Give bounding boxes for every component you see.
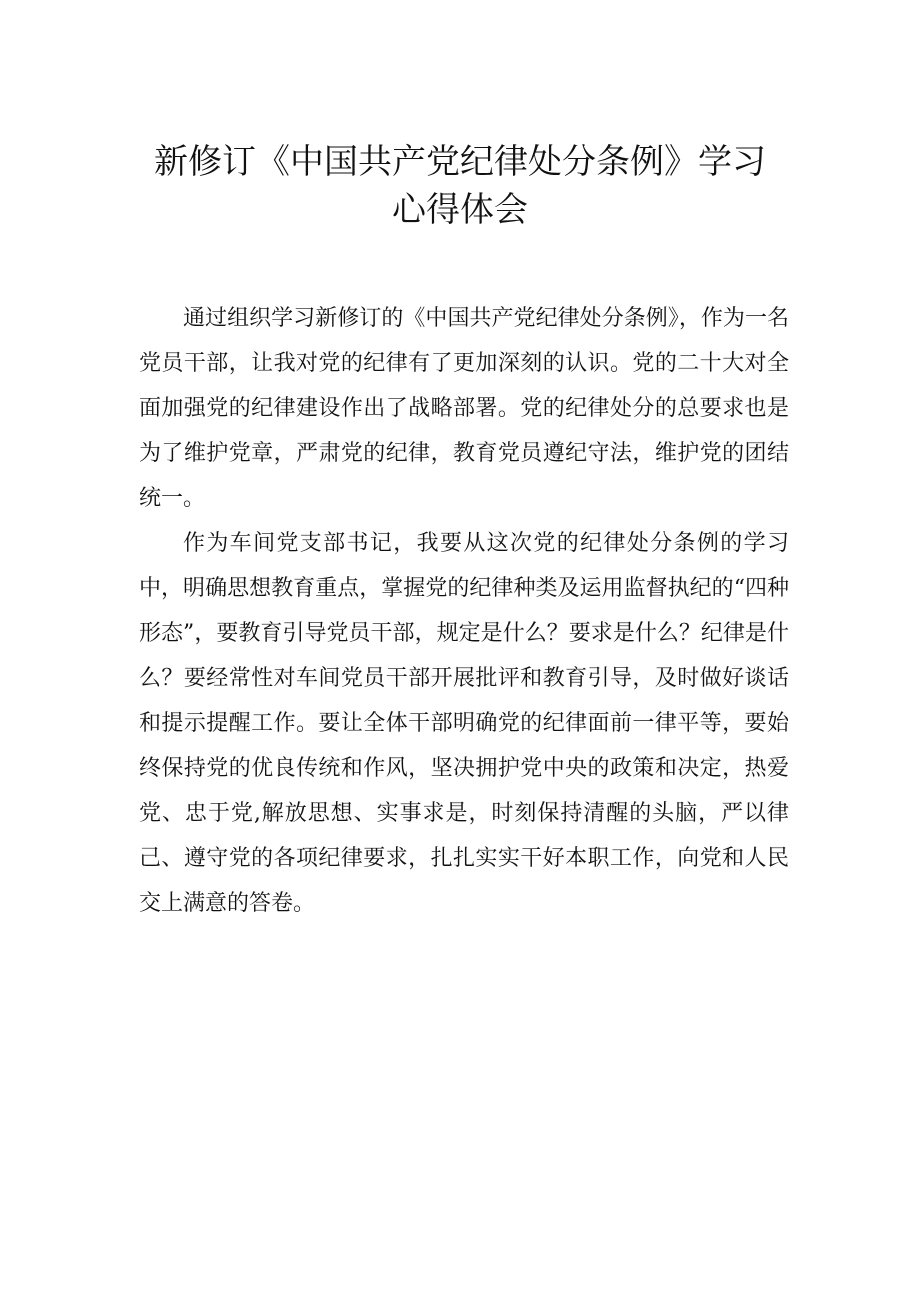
document-body <box>139 296 789 926</box>
paragraph-2: 作为车间党支部书记，我要从这次党的纪律处分条例的学习中，明确思想教育重点，掌握党的纪律种类及运用监督执纪的“四种形态”，要教育引导党员干部，规定是什么？要求是什么？纪律是什么？要经常性对车间党员干部开展批评和教育引导，及时做好谈话和提示提醒工作。要让全体干部明确党的纪律面前一律平等，要始终保持党的优良传统和作风，坚决拥护党中央的政策和决定，热爱党、忠于党,解放思想、实事求是，时刻保持清醒的头脑，严以律己、遵守党的各项纪律要求，扎扎实实干好本职工作，向党和人民交上满意的答卷。 <box>139 531 789 916</box>
title-line-2: 心得体会 <box>392 190 528 230</box>
title-line-1: 新修订《中国共产党纪律处分条例》学习 <box>154 142 766 182</box>
paragraph-1: 通过组织学习新修订的《中国共产党纪律处分条例》，作为一名党员干部，让我对党的纪律有了更加深刻的认识。党的二十大对全面加强党的纪律建设作出了战略部署。党的纪律处分的总要求也是为了维护党章，严肃党的纪律，教育党员遵纪守法，维护党的团结统一。 <box>139 306 789 511</box>
document-title <box>60 138 860 234</box>
